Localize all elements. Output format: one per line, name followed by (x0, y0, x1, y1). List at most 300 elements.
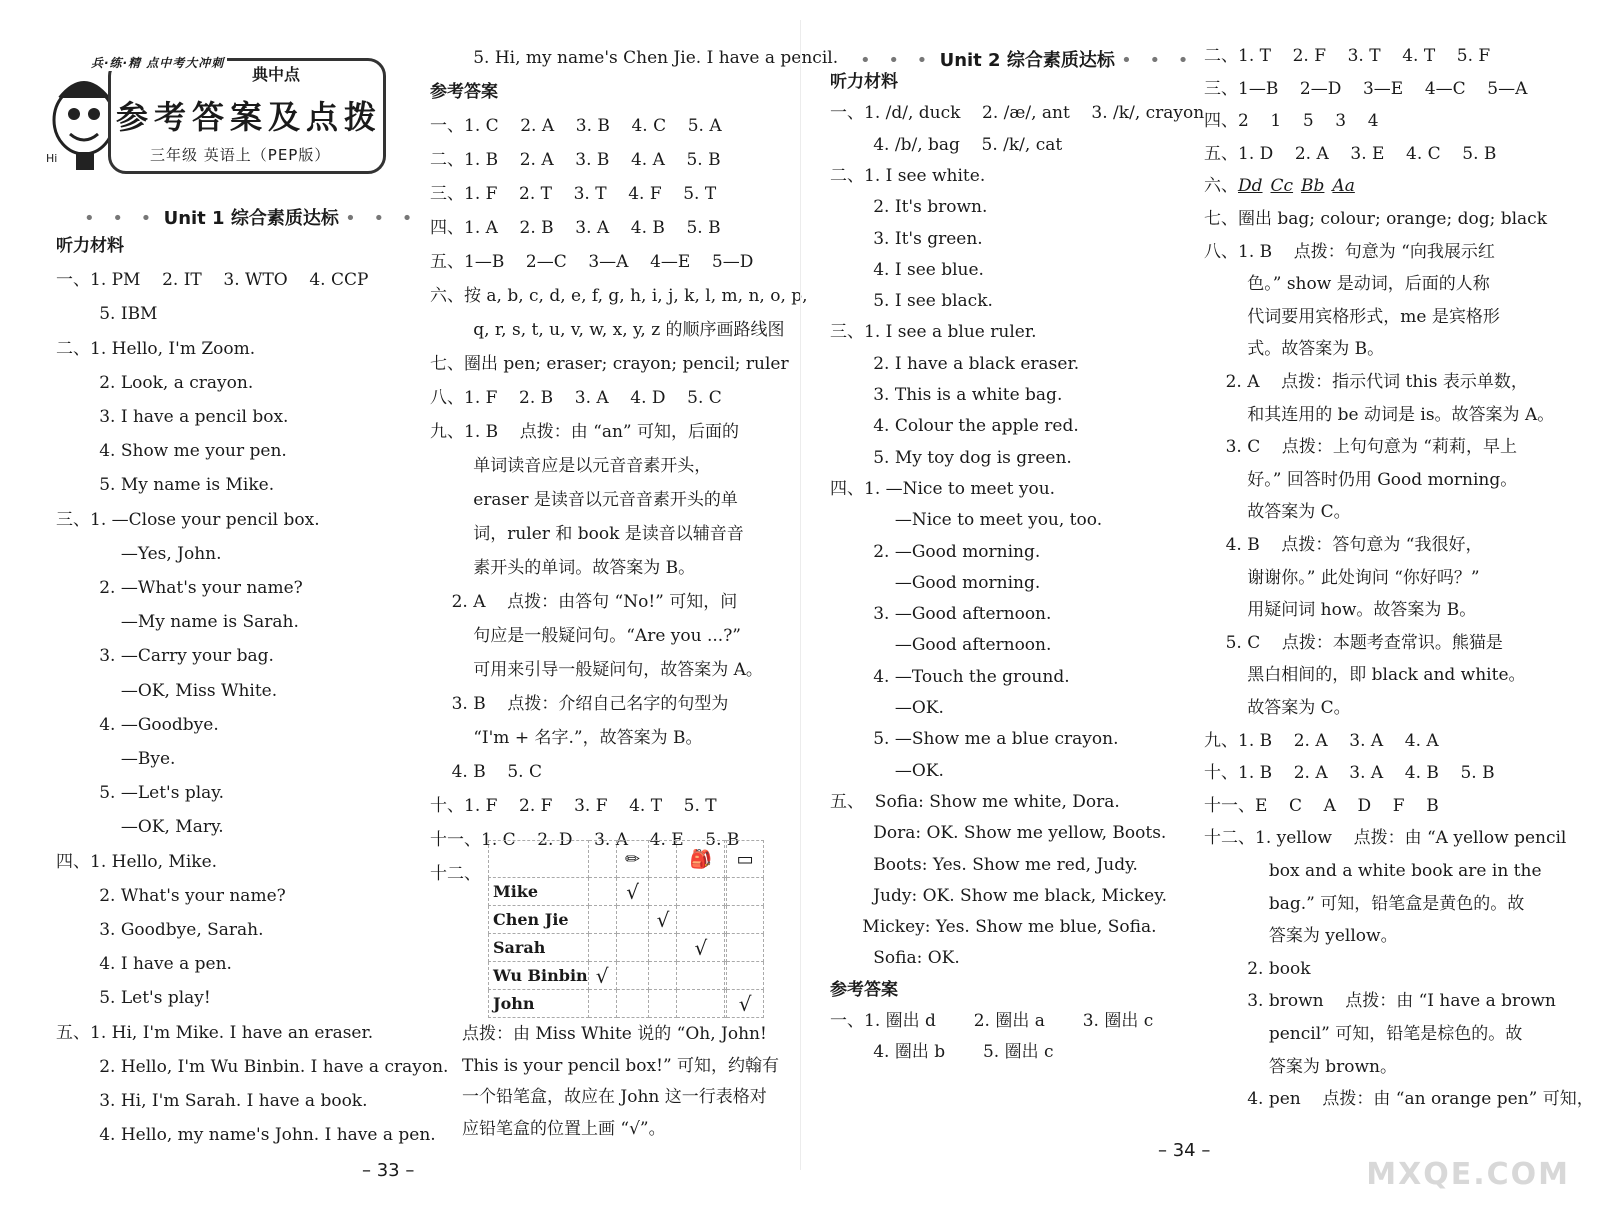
table-cell (649, 878, 677, 906)
line-text: 三、1—B 2—D 3—E 4—C 5—A (1204, 78, 1528, 99)
item-picture-icon (588, 841, 616, 878)
line-text: 色。” show 是动词，后面的人称 (1204, 274, 1490, 295)
table-cell (616, 934, 649, 962)
check-mark-icon: √ (677, 934, 725, 962)
table-row (489, 962, 764, 990)
line-text: 五、1. Hi, I'm Mike. I have an eraser. (56, 1022, 374, 1043)
item-picture-icon: ▭ (727, 841, 764, 878)
line-text: 和其连用的 be 动词是 is。故答案为 A。 (1204, 404, 1555, 425)
line-text: 5. C 点拨：本题考查常识。熊猫是 (1204, 632, 1503, 653)
line-text: 5. —Show me a blue crayon. (830, 729, 1119, 750)
line-text: 5. My toy dog is green. (830, 447, 1072, 468)
line-text: 5. —Let's play. (56, 783, 225, 804)
item-picture-icon: ✏ (616, 841, 649, 878)
handwritten-letters: Dd (1238, 176, 1263, 197)
answer-line (830, 696, 944, 720)
line-text: 十一、1. C 2. D 3. A 4. E 5. B (430, 830, 740, 850)
line-text: “I'm + 名字.”，故答案为 B。 (430, 728, 703, 748)
answer-line (1204, 957, 1311, 981)
answer-line (1204, 337, 1384, 361)
right-page (800, 0, 1600, 1214)
answer-line (1204, 272, 1490, 296)
answer-line (430, 590, 737, 614)
answer-line (830, 320, 1037, 344)
handwritten-letters: Aa (1332, 176, 1355, 197)
unit1-title (84, 204, 418, 230)
line-text: —OK, Mary. (56, 817, 224, 838)
line-text: 4. I have a pen. (56, 954, 232, 975)
table-cell (616, 962, 649, 990)
line-text: 听力材料 (830, 72, 898, 92)
table-row (489, 934, 764, 962)
table-cell (588, 906, 616, 934)
book-brand: 兵·练·精 点中考大冲刺 (88, 54, 227, 71)
line-text: 5. IBM (56, 304, 158, 325)
line-text: 2. It's brown. (830, 197, 988, 218)
answer-line (1204, 696, 1351, 720)
line-text: Judy: OK. Show me black, Mickey. (830, 885, 1167, 906)
answer-line (56, 268, 368, 292)
answer-line (830, 759, 944, 783)
answer-line (1204, 403, 1554, 427)
answer-line (56, 1123, 436, 1147)
line-text: 十、1. B 2. A 3. A 4. B 5. B (1204, 763, 1495, 784)
table-cell (588, 990, 616, 1018)
line-text: q, r, s, t, u, v, w, x, y, z 的顺序画路线图 (430, 320, 785, 340)
student-name: Wu Binbin (489, 962, 589, 990)
table-corner (489, 841, 589, 878)
line-text: bag.” 可知，铅笔盒是黄色的。故 (1204, 893, 1525, 914)
line-text: 三、1. F 2. T 3. T 4. F 5. T (430, 184, 717, 204)
answer-line (430, 624, 741, 648)
answer-line (56, 371, 253, 395)
line-text: 4. —Touch the ground. (830, 666, 1070, 687)
line-text: 一、1. /d/, duck 2. /æ/, ant 3. /k/, crayon (830, 103, 1205, 124)
line-text: 二、1. B 2. A 3. B 4. A 5. B (430, 150, 721, 170)
line-text: 4. I see blue. (830, 259, 984, 280)
title-dots: • • • (1121, 50, 1195, 71)
answer-line (1204, 1055, 1397, 1079)
answer-line (1204, 77, 1527, 101)
table-cell (677, 962, 725, 990)
line-text: 3. I have a pencil box. (56, 407, 289, 427)
line-text: 答案为 yellow。 (1204, 926, 1398, 947)
line-text: 九、1. B 点拨：由 “an” 可知，后面的 (430, 422, 740, 442)
logo-title: 参考答案及点拨 (116, 98, 383, 136)
answer-line (830, 383, 1062, 407)
line-text: 3. Hi, I'm Sarah. I have a book. (56, 1091, 368, 1111)
table-cell (727, 962, 764, 990)
line-text: 一个铅笔盒，故应在 John 这一行表格对 (462, 1087, 767, 1107)
answer-line (462, 1085, 767, 1109)
table-cell (616, 906, 649, 934)
line-text: Boots: Yes. Show me red, Judy. (830, 854, 1138, 875)
answer-line (56, 781, 224, 805)
unit1-title-text: Unit 1 综合素质达标 (163, 208, 339, 229)
answer-line (830, 508, 1102, 532)
line-text: 3. Goodbye, Sarah. (56, 920, 264, 940)
line-text: 5. I see black. (830, 291, 993, 312)
line-text: 3. It's green. (830, 228, 983, 249)
answer-line (430, 114, 722, 138)
line-text: 十一、E C A D F B (1204, 795, 1439, 816)
line-text: 故答案为 C。 (1204, 502, 1351, 523)
student-name: John (489, 990, 589, 1018)
check-mark-icon: √ (588, 962, 616, 990)
answer-line (430, 658, 763, 682)
line-text: 二、1. T 2. F 3. T 4. T 5. F (1204, 46, 1491, 66)
line-text: box and a white book are in the (1204, 861, 1542, 881)
line-text: 一、1. C 2. A 3. B 4. C 5. A (430, 116, 722, 136)
answer-table (488, 840, 764, 1018)
answer-line (830, 414, 1079, 438)
line-text: Sofia: OK. (830, 948, 960, 969)
table-cell (677, 990, 725, 1018)
line-text: 2. Look, a crayon. (56, 372, 254, 393)
answer-line (56, 508, 320, 532)
table-cell (649, 962, 677, 990)
answer-line (430, 148, 721, 172)
answer-line (830, 884, 1167, 908)
answer-line (430, 556, 695, 580)
line-text: 十二、1. yellow 点拨：由 “A yellow pencil (1204, 828, 1567, 849)
answer-line (1204, 859, 1542, 883)
line-text: —Good morning. (830, 572, 1041, 593)
table-row (489, 990, 764, 1018)
line-text: 2. A 点拨：由答句 “No!” 可知，问 (430, 592, 738, 612)
line-text: —Nice to meet you, too. (830, 510, 1103, 531)
line-text: 二、1. I see white. (830, 165, 986, 186)
table-cell (727, 934, 764, 962)
answer-line (1204, 174, 1363, 198)
answer-line (830, 821, 1166, 845)
answer-line (1204, 761, 1495, 785)
answer-line (1204, 370, 1528, 394)
answer-line (1204, 566, 1480, 590)
line-text: 八、1. F 2. B 3. A 4. D 5. C (430, 388, 722, 408)
line-text: 可用来引导一般疑问句，故答案为 A。 (430, 660, 763, 680)
line-text: 5. Let's play! (56, 988, 211, 1009)
answer-key-logo (46, 48, 390, 176)
line-text: 4. B 点拨：答句意为 “我很好， (1204, 535, 1483, 555)
line-text: 四、1. A 2. B 3. A 4. B 5. B (430, 218, 721, 238)
answer-line (430, 454, 711, 478)
logo-subtitle: 三年级 英语上（PEP版） (150, 146, 331, 164)
answer-line (1204, 109, 1379, 133)
student-name: Mike (489, 878, 589, 906)
table-cell (727, 906, 764, 934)
answer-line (830, 602, 1051, 626)
table-cell (588, 878, 616, 906)
line-text: 词，ruler 和 book 是读音以辅音音 (430, 524, 744, 544)
answer-line (430, 216, 721, 240)
line-text: 5. Hi, my name's Chen Jie. I have a pencil. (430, 48, 839, 68)
line-text: 2. A 点拨：指示代词 this 表示单数， (1204, 372, 1528, 392)
answer-line (830, 946, 960, 970)
answer-line (56, 439, 287, 463)
line-text: 十二、 (430, 864, 481, 884)
table-cell (588, 934, 616, 962)
line-text: —OK. (830, 760, 944, 781)
line-text: 3. This is a white bag. (830, 385, 1063, 405)
answer-line (830, 1009, 1153, 1033)
line-text: 素开头的单词。故答案为 B。 (430, 558, 696, 578)
answer-line (56, 747, 175, 771)
line-text: 4. /b/, bag 5. /k/, cat (830, 134, 1063, 155)
line-text: 应铅笔盒的位置上画 “√”。 (462, 1118, 666, 1139)
answer-line (56, 952, 232, 976)
answer-line (1204, 468, 1517, 492)
answer-line (56, 713, 219, 737)
line-text: 四、2 1 5 3 4 (1204, 111, 1379, 132)
line-text: —Good afternoon. (830, 635, 1052, 656)
line-text: 七、圈出 bag; colour; orange; dog; black (1204, 209, 1547, 229)
section-heading (830, 70, 898, 94)
item-picture-icon: 🎒 (677, 841, 725, 878)
table-header-row (489, 841, 764, 878)
answer-line (1204, 435, 1517, 459)
line-text: 2. Hello, I'm Wu Binbin. I have a crayon. (56, 1056, 449, 1077)
line-text: 4. Colour the apple red. (830, 416, 1079, 437)
answer-line (56, 815, 224, 839)
answer-line (56, 473, 274, 497)
answer-line (430, 862, 481, 886)
answer-line (830, 727, 1118, 751)
answer-line (56, 576, 303, 600)
answer-line (1204, 207, 1547, 231)
answer-line (430, 420, 739, 444)
unit2-title (860, 46, 1194, 72)
answer-line (1204, 1022, 1522, 1046)
line-text: Mickey: Yes. Show me blue, Sofia. (830, 917, 1157, 938)
student-name: Chen Jie (489, 906, 589, 934)
title-dots: • • • (345, 208, 419, 229)
line-text: 七、圈出 pen; eraser; crayon; pencil; ruler (430, 354, 789, 374)
answer-line (56, 542, 222, 566)
line-text: —OK. (830, 698, 944, 718)
answer-line (430, 284, 808, 308)
line-text: 六、按 a, b, c, d, e, f, g, h, i, j, k, l, m, n, o, p, (430, 286, 808, 306)
table-cell (677, 906, 725, 934)
line-text: pencil” 可知，铅笔是棕色的。故 (1204, 1024, 1523, 1044)
item-picture-icon (649, 841, 677, 878)
line-text: 3. B 点拨：介绍自己名字的句型为 (430, 694, 729, 714)
table-cell (649, 990, 677, 1018)
answer-line (830, 101, 1204, 125)
line-text: 3. brown 点拨：由 “I have a brown (1204, 991, 1556, 1012)
line-text: 句应是一般疑问句。“Are you ...?” (430, 626, 741, 646)
line-text: 单词读音应是以元音音素开头， (430, 456, 712, 476)
answer-line (56, 302, 157, 326)
answer-line (462, 1054, 779, 1078)
line-text: 3. —Good afternoon. (830, 604, 1052, 625)
answer-line (462, 1117, 666, 1141)
answer-line (1204, 729, 1439, 753)
answer-line (1204, 826, 1566, 850)
line-text: 3. C 点拨：上句句意为 “莉莉，早上 (1204, 437, 1517, 458)
answer-line (1204, 240, 1495, 264)
line-text: —Bye. (56, 749, 176, 769)
answer-line (56, 986, 211, 1010)
line-text: —OK, Miss White. (56, 680, 278, 701)
table-cell (677, 878, 725, 906)
line-text: 4. B 5. C (430, 762, 542, 782)
answer-line (1204, 142, 1496, 166)
line-text: 式。故答案为 B。 (1204, 339, 1385, 360)
answer-line (1204, 1087, 1594, 1111)
section-heading (430, 80, 498, 104)
table-row (489, 906, 764, 934)
line-text: 谢谢你。” 此处询问 “你好吗？” (1204, 567, 1480, 588)
line-text: 4. 圈出 b 5. 圈出 c (830, 1042, 1054, 1063)
answer-line (830, 352, 1079, 376)
answer-line (1204, 500, 1351, 524)
answer-line (56, 644, 274, 668)
line-text: 五、 Sofia: Show me white, Dora. (830, 791, 1120, 812)
unit2-title-text: Unit 2 综合素质达标 (939, 50, 1115, 71)
answer-line (430, 692, 728, 716)
answer-line (56, 610, 299, 634)
answer-line (830, 853, 1138, 877)
answer-line (1204, 924, 1398, 948)
answer-line (1204, 598, 1476, 622)
line-text: This is your pencil box!” 可知，约翰有 (462, 1055, 780, 1076)
answer-line (830, 915, 1157, 939)
line-text: eraser 是读音以元音音素开头的单 (430, 490, 738, 510)
table-row (489, 878, 764, 906)
answer-line (1204, 44, 1490, 68)
line-text: 故答案为 C。 (1204, 698, 1351, 718)
answer-line (830, 258, 984, 282)
answer-line (830, 164, 985, 188)
line-text: 四、1. —Nice to meet you. (830, 478, 1056, 499)
line-text: —Yes, John. (56, 543, 222, 564)
answer-line (56, 405, 288, 429)
line-text: 一、1. PM 2. IT 3. WTO 4. CCP (56, 270, 369, 291)
line-text: 2. —What's your name? (56, 578, 303, 598)
line-text: 4. pen 点拨：由 “an orange pen” 可知， (1204, 1089, 1594, 1110)
line-text: 二、1. Hello, I'm Zoom. (56, 338, 256, 359)
line-text: 参考答案 (430, 82, 498, 102)
answer-line (830, 571, 1040, 595)
table-cell (649, 934, 677, 962)
answer-line (56, 337, 255, 361)
line-text: Dora: OK. Show me yellow, Boots. (830, 823, 1167, 844)
title-dots: • • • (84, 208, 158, 229)
answer-line (830, 446, 1072, 470)
answer-line (430, 250, 753, 274)
answer-line (830, 540, 1040, 564)
answer-line (1204, 663, 1526, 687)
table-cell (727, 878, 764, 906)
answer-line (462, 1022, 767, 1046)
answer-line (56, 1055, 448, 1079)
line-text: 八、1. B 点拨：句意为 “向我展示红 (1204, 241, 1495, 262)
line-text: 4. —Goodbye. (56, 714, 219, 735)
answer-line (830, 133, 1062, 157)
answer-line (430, 522, 744, 546)
answer-line (430, 46, 838, 70)
answer-line (430, 318, 785, 342)
answer-line (430, 182, 716, 206)
check-mark-icon: √ (616, 878, 649, 906)
answer-line (830, 195, 987, 219)
check-mark-icon: √ (727, 990, 764, 1018)
line-text: 听力材料 (56, 236, 124, 256)
answer-line (1204, 989, 1556, 1013)
answer-line (830, 633, 1051, 657)
answer-line (430, 352, 789, 376)
line-text: 2. —Good morning. (830, 541, 1041, 562)
line-text: 五、1—B 2—C 3—A 4—E 5—D (430, 252, 754, 272)
answer-line (1204, 305, 1500, 329)
table-cell (616, 990, 649, 1018)
section-heading (830, 978, 898, 1002)
answer-line (56, 884, 286, 908)
line-text: 用疑问词 how。故答案为 B。 (1204, 600, 1477, 621)
line-text: 好。” 回答时仍用 Good morning。 (1204, 469, 1518, 490)
answer-line (430, 386, 722, 410)
answer-line (830, 227, 983, 251)
line-text: 点拨：由 Miss White 说的 “Oh, John! (462, 1024, 767, 1044)
line-text: 三、1. I see a blue ruler. (830, 322, 1037, 343)
answer-line (56, 850, 217, 874)
answer-line (430, 794, 717, 818)
section-heading (56, 234, 124, 258)
line-text: 三、1. —Close your pencil box. (56, 509, 320, 530)
answer-line (830, 665, 1070, 689)
logo-brand-line: 典中点 (250, 62, 302, 85)
check-mark-icon: √ (649, 906, 677, 934)
line-text: 五、1. D 2. A 3. E 4. C 5. B (1204, 143, 1497, 164)
answer-line (430, 488, 738, 512)
handwritten-letters: Bb (1301, 176, 1325, 197)
answer-line (56, 679, 277, 703)
answer-line (1204, 794, 1439, 818)
mascot-label: Hi (46, 152, 58, 165)
line-text: 3. —Carry your bag. (56, 646, 274, 667)
answer-line (830, 289, 993, 313)
line-text: 黑白相间的，即 black and white。 (1204, 665, 1526, 686)
line-text: 2. I have a black eraser. (830, 353, 1080, 374)
answer-line (430, 760, 542, 784)
line-text: 代词要用宾格形式，me 是宾格形 (1204, 306, 1500, 327)
line-text: 六、 (1204, 176, 1238, 197)
line-text: 答案为 brown。 (1204, 1056, 1397, 1077)
page-number-34: – 34 – (1158, 1140, 1211, 1161)
answer-line (1204, 892, 1524, 916)
line-text: 4. Show me your pen. (56, 441, 287, 462)
line-text: —My name is Sarah. (56, 612, 299, 633)
line-text: 2. What's your name? (56, 885, 286, 906)
line-text: 2. book (1204, 958, 1311, 979)
answer-line (830, 1040, 1054, 1064)
line-text: 4. Hello, my name's John. I have a pen. (56, 1125, 436, 1146)
answer-line (56, 1089, 368, 1113)
answer-line (56, 918, 264, 942)
line-text: 四、1. Hello, Mike. (56, 851, 218, 872)
watermark: MXQE.COM (1366, 1157, 1570, 1192)
answer-line (430, 726, 702, 750)
answer-line (830, 477, 1055, 501)
student-name: Sarah (489, 934, 589, 962)
answer-line (830, 790, 1120, 814)
line-text: 十、1. F 2. F 3. F 4. T 5. T (430, 796, 717, 816)
title-dots: • • • (860, 50, 934, 71)
line-text: 九、1. B 2. A 3. A 4. A (1204, 730, 1439, 751)
answer-line (1204, 533, 1482, 557)
line-text: 参考答案 (830, 979, 898, 1000)
